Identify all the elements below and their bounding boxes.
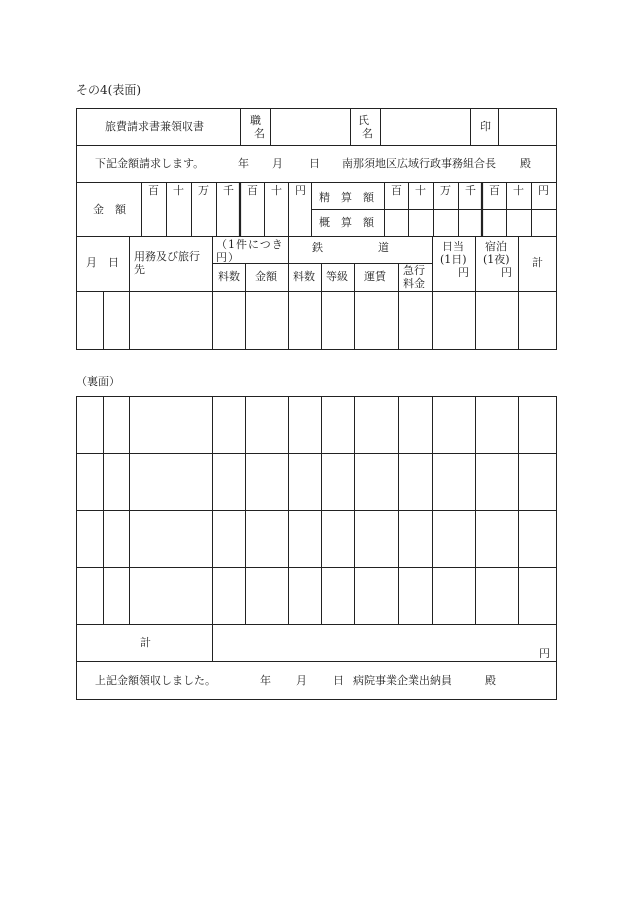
digit-left-hundred: 百 [247,184,258,197]
settled-amount-label: 精 算 額 [319,191,374,204]
back-label: （裏面） [76,375,120,388]
col-month-day: 月 日 [86,256,119,269]
col-rail-fee-count: 料数 [293,270,315,283]
col-railway: 鉄 道 [312,241,389,254]
request-text: 下記金額請求します。 [95,157,205,170]
digit-right-ten: 十 [513,184,524,197]
col-fare: 運賃 [364,270,386,283]
position-label: 職 名 [250,114,265,140]
digit-left-ten-thousand: 十 [173,184,184,197]
col-express-fee: 急行 料金 [403,264,425,290]
col-daily: 日当 (1日) 円 [440,240,469,279]
digit-right-yen: 円 [538,184,549,197]
digit-right-ten-thousand: 十 [415,184,426,197]
form-title: 旅費請求書兼領収書 [105,120,204,133]
col-lodging: 宿泊 (1夜) 円 [483,240,512,279]
col-purpose: 用務及び旅行先 [134,250,200,276]
back-total-unit: 円 [539,647,550,660]
digit-left-hundred-thousand: 百 [148,184,159,197]
receipt-year: 年 [260,674,271,687]
request-year: 年 [238,157,249,170]
col-class: 等級 [326,270,348,283]
back-table-border [77,397,557,700]
receipt-month: 月 [296,674,307,687]
digit-left-man: 万 [198,184,209,197]
request-addressee: 南那須地区広域行政事務組合長 [342,157,496,170]
digit-right-thousand: 千 [465,184,476,197]
digit-left-thousand: 千 [223,184,234,197]
receipt-officer: 病院事業企業出納員 [353,674,452,687]
request-month: 月 [272,157,283,170]
digit-right-man: 万 [440,184,451,197]
col-amount: 金額 [255,270,277,283]
request-honorific: 殿 [520,157,531,170]
col-per-item: （1件につき 円） [216,238,308,264]
seal-label: 印 [480,120,491,133]
estimated-amount-label: 概 算 額 [319,216,374,229]
digit-right-hundred-thousand: 百 [391,184,402,197]
name-label: 氏 名 [358,114,373,140]
back-total-label: 計 [140,636,151,649]
receipt-honorific: 殿 [485,674,496,687]
col-fee-count: 料数 [218,270,240,283]
request-day: 日 [309,157,320,170]
front-table-border [77,109,557,350]
col-total: 計 [532,256,543,269]
digit-left-ten: 十 [271,184,282,197]
receipt-day: 日 [333,674,344,687]
digit-left-yen: 円 [295,184,306,197]
digit-right-hundred: 百 [489,184,500,197]
receipt-text: 上記金額領収しました。 [95,674,216,687]
amount-label: 金 額 [93,203,126,216]
form-number: その4(表面) [76,83,141,97]
